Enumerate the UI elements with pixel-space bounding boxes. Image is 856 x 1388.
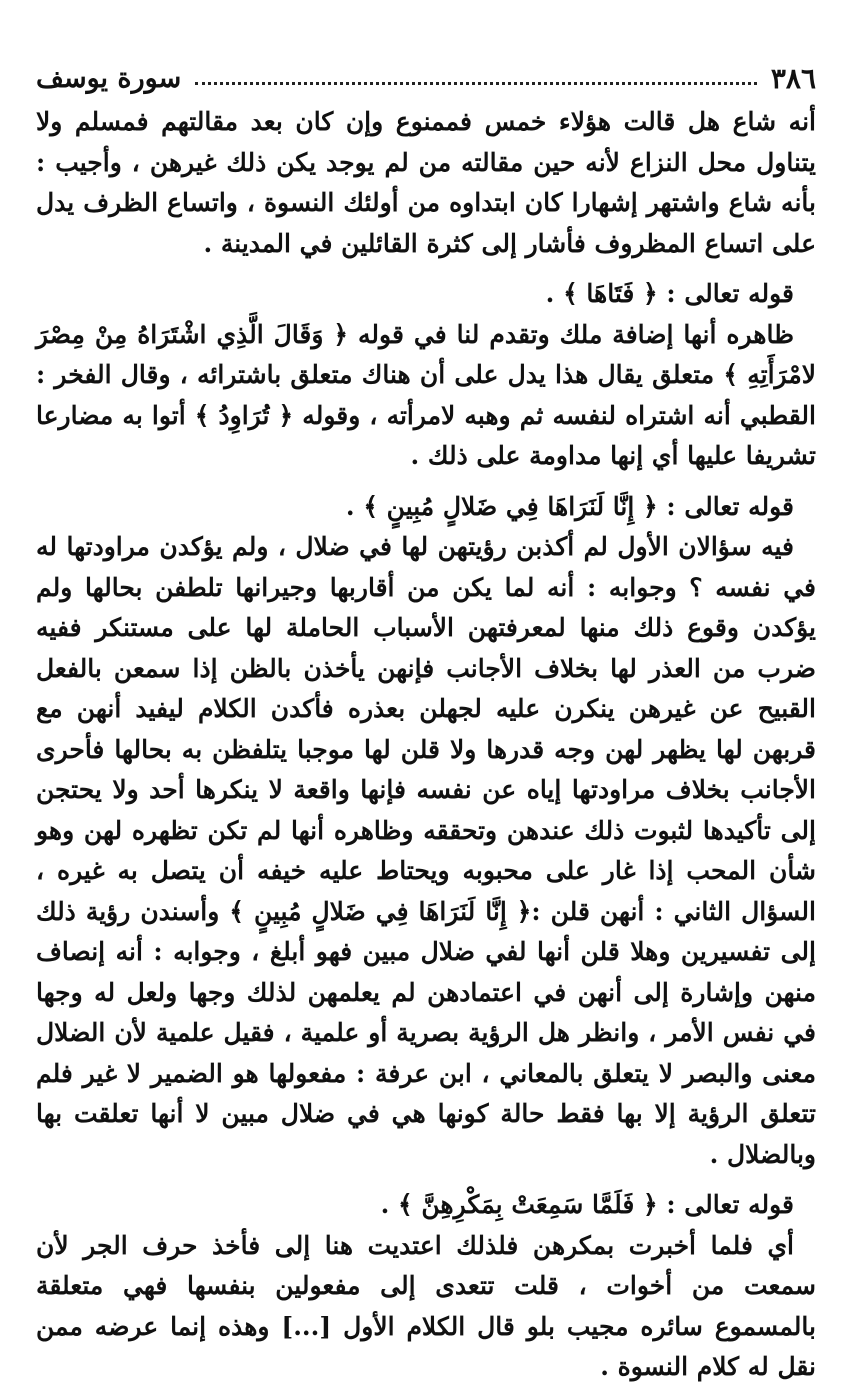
page-number: ٣٨٦ xyxy=(770,61,816,95)
surah-title: سورة يوسف xyxy=(36,62,182,94)
page-body xyxy=(36,102,816,1388)
paragraph: أنه شاع هل قالت هؤلاء خمس فممنوع وإن كان بعد مقالتهم فمسلم ولا يتناول محل النزاع لأنه حين مقالته من لم يوجد يكن ذلك غيرهن ، وأجيب : بأنه شاع واشتهر إشهارا كان ابتداوه من أولئك النسوة ، واتساع الظرف يدل على اتساع المظروف فأشار إلى كثرة القائلين في المدينة . xyxy=(36,107,816,258)
verse-heading: قوله تعالى : ﴿ فَلَمَّا سَمِعَتْ بِمَكْرِهِنَّ ﴾ . xyxy=(380,1190,794,1219)
paragraph: أي فلما أخبرت بمكرهن فلذلك اعتديت هنا إلى فأخذ حرف الجر لأن سمعت من أخوات ، قلت تتعدى إلى مفعولين بنفسها فهي متعلقة بالمسموع سائره مجيب بلو قال الكلام الأول [...] وهذه إنما عرضه ممن نقل له كلام النسوة . xyxy=(36,1230,816,1381)
verse-heading: قوله تعالى : ﴿ فَتَاهَا ﴾ . xyxy=(545,279,794,308)
page-header xyxy=(36,58,816,98)
header-dotted-rule xyxy=(195,72,757,85)
paragraph: ظاهره أنها إضافة ملك وتقدم لنا في قوله ﴿ وَقَالَ الَّذِي اشْتَرَاهُ مِنْ مِصْرَ لامْرَأَتِهِ ﴾ متعلق يقال هذا يدل على أن هناك متعلق باشترائه ، وقال الفخر : القطبي أنه اشتراه لنفسه ثم وهبه لامرأته ، وقوله ﴿ تُرَاوِدُ ﴾ أتوا به مضارعا تشريفا عليها أي إنها مداومة على ذلك . xyxy=(36,319,816,470)
paragraph: فيه سؤالان الأول لم أكذبن رؤيتهن لها في ضلال ، ولم يؤكدن مراودتها له في نفسه ؟ وجوابه : أنه لما يكن من أقاربها وجيرانها تلطفن بحالها ولم يؤكدن وقوع ذلك منها لمعرفتهن الأسباب الحاملة لها على مستنكر ففيه ضرب من العذر لها بخلاف الأجانب فإنهن يأخذن بالظن إذا سمعن بالفعل القبيح عن غيرهن ينكرن عليه لجهلن بعذره فأكدن الكلام ليفيد أنهن مع قربهن لها يظهر لهن وجه قدرها ولا قلن لها موجبا يتلفظن به بحالها فأحرى الأجانب بخلاف مراودتها إياه عن نفسه فإنها واقعة لا ينكرها أحد ولا يحتجن إلى تأكيدها لثبوت ذلك عندهن وتحققه وظاهره أنها لم تكن تظهره لهن وهو شأن المحب إذا غار على محبوبه ويحتاط عليه خيفه أن يتصل به غيره ، السؤال الثاني : أنهن قلن :﴿ إِنَّا لَنَرَاهَا فِي ضَلالٍ مُبِينٍ ﴾ وأسندن رؤية ذلك إلى تفسيرين وهلا قلن أنها لفي ضلال مبين فهو أبلغ ، وجوابه : أنه إنصاف منهن وإشارة إلى أنهن في اعتمادهن لم يعلمهن لذلك وجها ولعل له وجها في نفس الأمر ، وانظر هل الرؤية بصرية أو علمية ، فقيل علمية لأن الضلال معنى والبصر لا يتعلق بالمعاني ، ابن عرفة : مفعولها هو الضمير لا غير فلم تتعلق الرؤية إلا بها فقط حالة كونها هي في ضلال مبين لا أنها تعلقت بها وبالضلال . xyxy=(36,532,816,1169)
verse-heading: قوله تعالى : ﴿ إِنَّا لَنَرَاهَا فِي ضَلالٍ مُبِينٍ ﴾ . xyxy=(345,491,794,521)
